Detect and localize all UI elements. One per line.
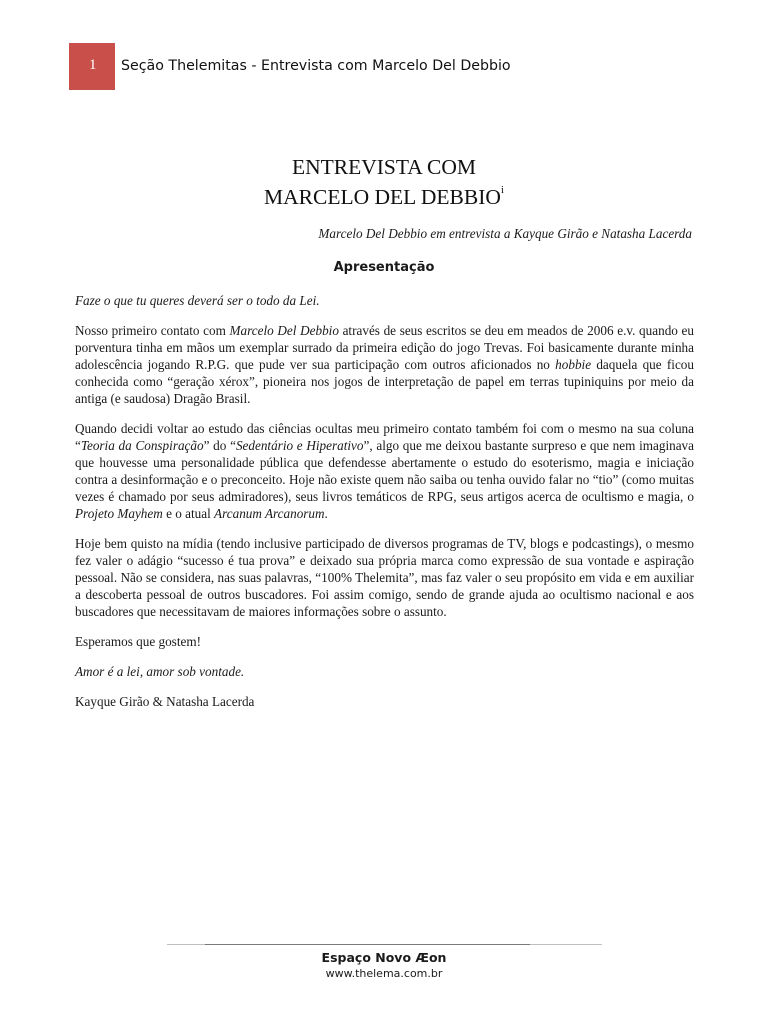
title-line-2 xyxy=(0,180,768,210)
text-run: ”, algo que me deixou bastante surpreso e que nem imaginava que houvesse uma personalidade pública que defendesse abertamente o estudo do esoterismo, magia e iniciação contra a desinformação e o preconceito. Hoje não existe quem não saiba ou tenha ouvido falar no “tio” (como muitas vezes é chamado por seus admiradores), seus livros temáticos de RPG, seus artigos acerca de ocultismo e magia, o xyxy=(75,438,694,504)
text-run-italic: Marcelo Del Debbio xyxy=(229,323,339,338)
text-run: . xyxy=(324,506,328,521)
page-number: 1 xyxy=(89,57,97,73)
page-number-badge xyxy=(69,43,115,90)
paragraph-closing: Amor é a lei, amor sob vontade. xyxy=(75,664,245,679)
running-header-title: Seção Thelemitas - Entrevista com Marcelo Del Debbio xyxy=(121,58,511,74)
document-subtitle: Marcelo Del Debbio em entrevista a Kayque Girão e Natasha Lacerda xyxy=(318,226,692,241)
text-run-italic: hobbie xyxy=(555,357,592,372)
body-text xyxy=(75,292,694,723)
text-run-italic: Arcanum Arcanorum xyxy=(214,506,325,521)
document-title xyxy=(0,154,768,210)
text-run: e o atual xyxy=(162,506,215,521)
text-run-italic: Sedentário e Hiperativo xyxy=(235,438,364,453)
paragraph-signature: Kayque Girão & Natasha Lacerda xyxy=(75,694,255,709)
paragraph-occult-studies xyxy=(75,420,694,522)
text-run: Nosso primeiro contato com xyxy=(75,323,230,338)
text-run: através de seus escritos se deu em meados de 2006 e.v. quando eu porventura tinha em mãos um exemplar surrado da primeira edição do jogo Trevas. Foi basicamente durante minha adolescência jogando R.P.G. que pude ver sua participação com outros aficionados no xyxy=(75,323,694,372)
text-run: Quando decidi voltar ao estudo das ciências ocultas meu primeiro contato também foi com o mesmo na sua coluna “ xyxy=(75,421,694,453)
title-name: MARCELO DEL DEBBIO xyxy=(264,185,501,210)
section-heading: Apresentação xyxy=(333,260,435,275)
paragraph-hope: Esperamos que gostem! xyxy=(75,634,201,649)
title-line-1: ENTREVISTA COM xyxy=(291,155,477,179)
text-run: daquela que ficou conhecida como “geração xérox”, pioneira nos jogos de interpretação de papel em terras tupiniquins por meio da antiga (e saudosa) Dragão Brasil. xyxy=(75,357,694,406)
paragraph-opening: Faze o que tu queres deverá ser o todo da Lei. xyxy=(75,293,320,308)
text-run-italic: Teoria da Conspiração xyxy=(80,438,204,453)
footnote-mark[interactable]: i xyxy=(500,184,504,196)
footer-name: Espaço Novo Æon xyxy=(321,950,447,965)
text-run-italic: Projeto Mayhem xyxy=(75,506,163,521)
paragraph-first-contact xyxy=(75,322,694,407)
footer-divider-accent xyxy=(205,944,530,945)
text-run: ” do “ xyxy=(203,438,236,453)
paragraph-media: Hoje bem quisto na mídia (tendo inclusive participado de diversos programas de TV, blogs e podcastings), o mesmo fez valer o adágio “sucesso é tua prova” e deixado sua própria marca como expressão de sua vontade e aspiração pessoal. Não se considera, nas suas palavras, “100% Thelemita”, mas faz valer o seu propósito em vida e em auxiliar a descoberta pessoal de outros buscadores. Foi assim comigo, sendo de grande ajuda ao ocultismo nacional e aos buscadores que necessitavam de maiores informações sobre o assunto. xyxy=(75,536,694,619)
footer-url-link[interactable]: www.thelema.com.br xyxy=(325,967,443,980)
